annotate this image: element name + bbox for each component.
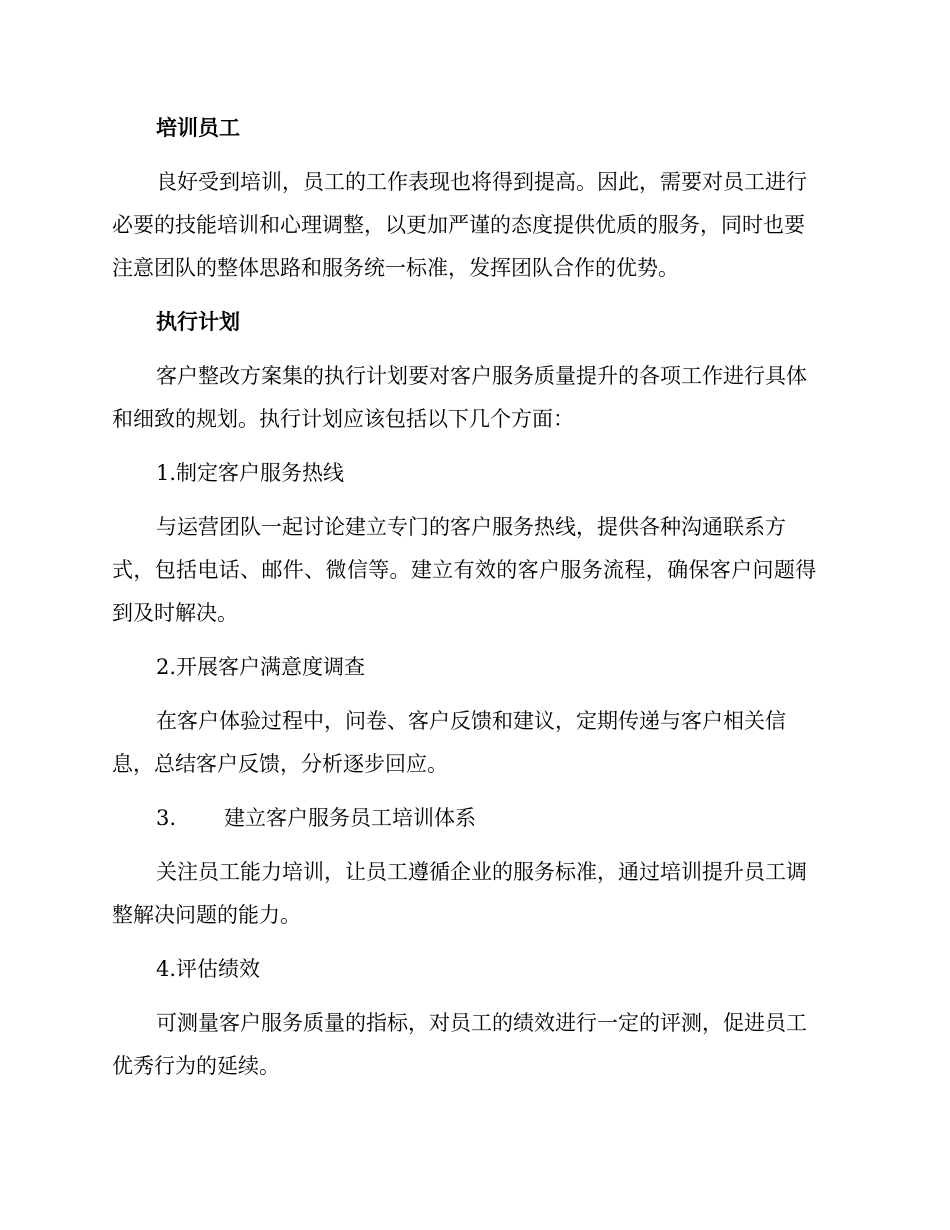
list-item-title xyxy=(156,804,476,832)
paragraph-line: 优秀行为的延续。 xyxy=(112,1054,280,1078)
list-item-title: 1.制定客户服务热线 xyxy=(156,461,345,485)
paragraph-line: 与运营团队一起讨论建立专门的客户服务热线，提供各种沟通联系方 xyxy=(156,515,786,539)
paragraph-line: 良好受到培训，员工的工作表现也将得到提高。因此，需要对员工进行 xyxy=(156,170,807,194)
paragraph-line: 必要的技能培训和心理调整，以更加严谨的态度提供优质的服务，同时也要 xyxy=(112,213,805,237)
list-item-title: 4.评估绩效 xyxy=(156,957,261,981)
list-item-number: 3. xyxy=(156,806,177,830)
paragraph-line: 到及时解决。 xyxy=(112,601,238,625)
section-heading-plan: 执行计划 xyxy=(156,309,240,334)
paragraph-line: 整解决问题的能力。 xyxy=(112,903,301,927)
paragraph-line: 在客户体验过程中，问卷、客户反馈和建议，定期传递与客户相关信 xyxy=(156,709,786,733)
paragraph-line: 关注员工能力培训，让员工遵循企业的服务标准，通过培训提升员工调 xyxy=(156,860,807,884)
list-item-title: 2.开展客户满意度调查 xyxy=(156,655,366,679)
paragraph-line: 客户整改方案集的执行计划要对客户服务质量提升的各项工作进行具体 xyxy=(156,364,807,388)
paragraph-line: 可测量客户服务质量的指标，对员工的绩效进行一定的评测，促进员工 xyxy=(156,1011,807,1035)
section-heading-training: 培训员工 xyxy=(156,115,240,140)
paragraph-line: 注意团队的整体思路和服务统一标准，发挥团队合作的优势。 xyxy=(112,256,679,280)
paragraph-line: 式，包括电话、邮件、微信等。建立有效的客户服务流程，确保客户问题得 xyxy=(112,558,817,582)
paragraph-line: 和细致的规划。执行计划应该包括以下几个方面： xyxy=(112,407,574,431)
list-item-title-text: 建立客户服务员工培训体系 xyxy=(224,806,476,830)
paragraph-line: 息，总结客户反馈，分析逐步回应。 xyxy=(112,752,448,776)
